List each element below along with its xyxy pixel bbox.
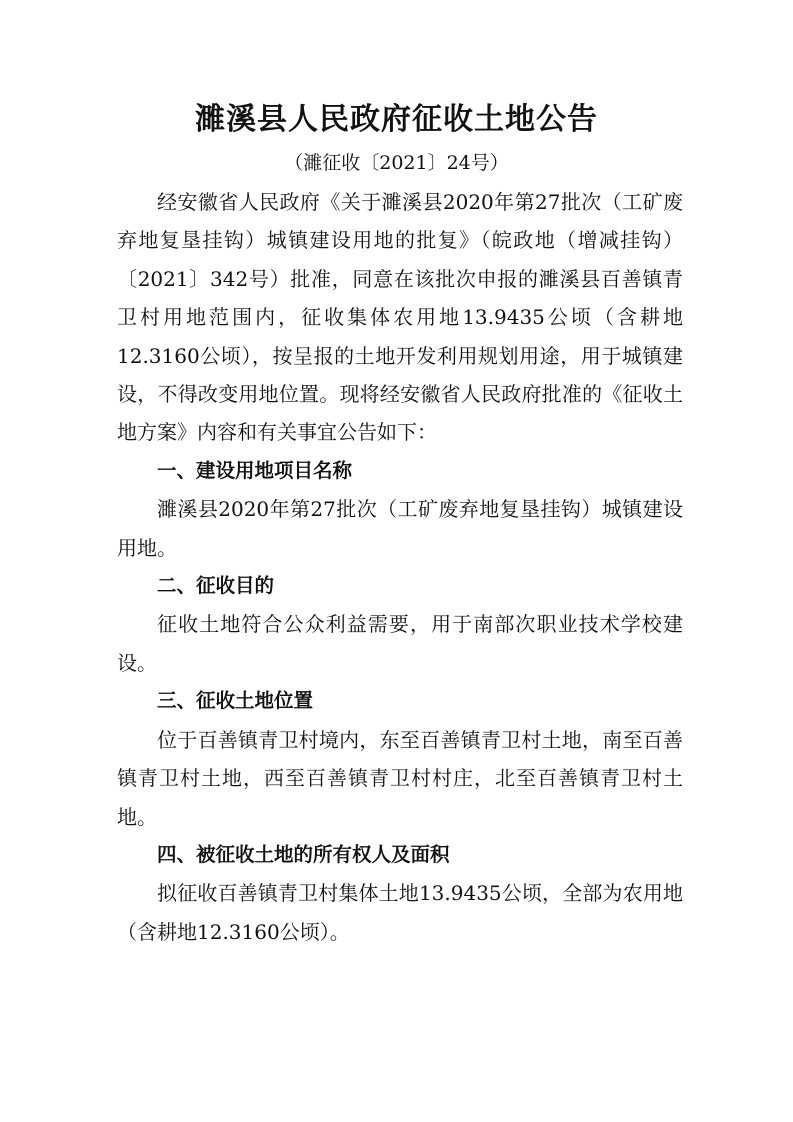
section-text-owner-area: 拟征收百善镇青卫村集体土地13.9435公顷，全部为农用地（含耕地12.3160公顷）。 xyxy=(117,881,683,944)
section-heading-location: 三、征收土地位置 xyxy=(156,689,313,713)
section-heading-owner-area: 四、被征收土地的所有权人及面积 xyxy=(156,842,450,866)
document-number: （濉征收〔2021〕24号） xyxy=(284,152,509,174)
document-title: 濉溪县人民政府征收土地公告 xyxy=(195,102,598,137)
section-text-location: 位于百善镇青卫村境内，东至百善镇青卫村土地，南至百善镇青卫村土地，西至百善镇青卫村村庄，北至百善镇青卫村土地。 xyxy=(117,727,683,829)
intro-paragraph: 经安徽省人民政府《关于濉溪县2020年第27批次（工矿废弃地复垦挂钩）城镇建设用地的批复》（皖政地（增减挂钩）〔2021〕342号）批准，同意在该批次申报的濉溪县百善镇青卫村用地范围内，征收集体农用地13.9435公顷（含耕地12.3160公顷），按呈报的土地开发利用规划用途，用于城镇建设，不得改变用地位置。现将经安徽省人民政府批准的《征收土地方案》内容和有关事宜公告如下： xyxy=(117,190,683,445)
section-text-purpose: 征收土地符合公众利益需要，用于南部次职业技术学校建设。 xyxy=(117,612,683,675)
section-heading-purpose: 二、征收目的 xyxy=(156,574,274,598)
section-text-project-name: 濉溪县2020年第27批次（工矿废弃地复垦挂钩）城镇建设用地。 xyxy=(117,497,683,560)
section-heading-project-name: 一、建设用地项目名称 xyxy=(156,458,352,482)
document-body xyxy=(117,183,683,951)
